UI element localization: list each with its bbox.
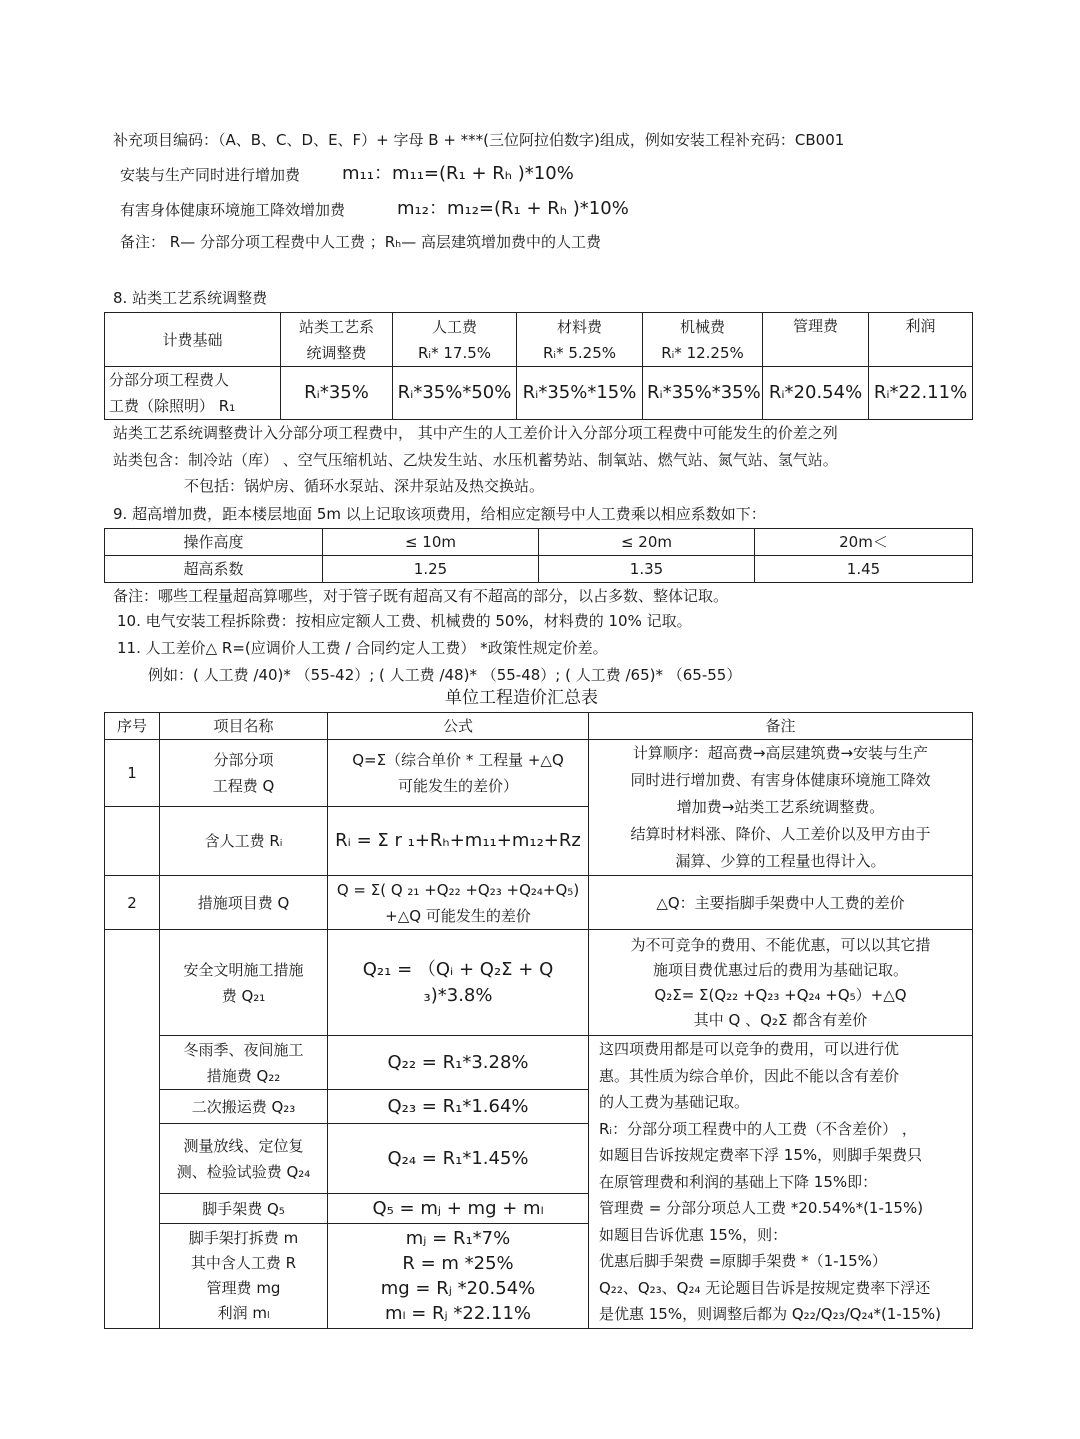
section8-heading: 8. 站类工艺系统调整费 bbox=[113, 289, 268, 307]
section8-note2: 站类包含：制冷站（库） 、空气压缩机站、乙炔发生站、水压机蓄势站、制氧站、燃气站、氮气站、氢气站。 bbox=[113, 451, 838, 469]
header-material: 材料费 Rᵢ* 5.25% bbox=[517, 313, 643, 367]
item-10: 10. 电气安装工程拆除费：按相应定额人工费、机械费的 50%，材料费的 10% 记取。 bbox=[117, 612, 692, 630]
remark-competitive: 这四项费用都是可以竞争的费用，可以进行优 惠。其性质为综合单价，因此不能以含有差价 的人工费为基础记取。 Rᵢ：分部分项工程费中的人工费（不含差价） ， 如题目告诉按规定费率下浮 15%，则脚手架费只 在原管理费和利润的基础上下降 15%即： 管理费 = 分部分项总人工费 *20.54%*(1-15%) 如题目告诉优惠 15%，则： 优惠后脚手架费 =原脚手架费 *（1-15%） Q₂₂、Q₂₃、Q₂₄ 无论题目告诉是按规定费率下浮还 是优惠 15%，则调整后都为 Q₂₂/Q₂₃/Q₂₄*(1-15%) bbox=[589, 1036, 973, 1329]
col-formula: 公式 bbox=[328, 713, 589, 740]
r3-no bbox=[105, 930, 160, 1329]
r3-formula: Q₂₁ = （Qᵢ + Q₂Σ + Q ₃)*3.8% bbox=[328, 930, 589, 1036]
intro-code-line: 补充项目编码：（A、B、C、D、E、F）+ 字母 B + ***(三位阿拉伯数字)组成，例如安装工程补充码：CB001 bbox=[113, 131, 845, 149]
r2-formula: Q = Σ( Q ₂₁ +Q₂₂ +Q₂₃ +Q₂₄+Q₅) +△Q 可能发生的差价 bbox=[328, 876, 589, 930]
section9-note: 备注：哪些工程量超高算哪些，对于管子既有超高又有不超高的部分，以占多数、整体记取。 bbox=[113, 587, 729, 605]
r1-remark: 计算顺序：超高费→高层建筑费→安装与生产 同时进行增加费、有害身体健康环境施工降效 增加费→站类工艺系统调整费。 结算时材料涨、降价、人工差价以及甲方由于 漏算、少算的工程量也得计入。 bbox=[589, 740, 973, 876]
coef-over-20m: 1.45 bbox=[755, 556, 973, 583]
m2-formula: m₁₂：m₁₂=(R₁ + Rₕ )*10% bbox=[397, 198, 629, 219]
row-material: Rᵢ*35%*15% bbox=[517, 367, 643, 420]
r2-remark: △Q：主要指脚手架费中人工费的差价 bbox=[589, 876, 973, 930]
summary-table bbox=[104, 712, 973, 1329]
header-labor: 人工费 Rᵢ* 17.5% bbox=[393, 313, 517, 367]
m1-formula: m₁₁：m₁₁=(R₁ + Rₕ )*10% bbox=[342, 163, 574, 184]
col-remark: 备注 bbox=[589, 713, 973, 740]
height-label: 操作高度 bbox=[105, 529, 323, 556]
row-labor: Rᵢ*35%*50% bbox=[393, 367, 517, 420]
item-11: 11. 人工差价△ R=(应调价人工费 / 合同约定人工费） *政策性规定价差。 bbox=[117, 639, 608, 657]
r7-formula: Q₅ = mⱼ + mg + mₗ bbox=[328, 1194, 589, 1224]
r8-name: 脚手架打拆费 m 其中含人工费 R 管理费 mg 利润 mₗ bbox=[160, 1224, 328, 1328]
r2-no: 2 bbox=[105, 876, 160, 930]
coef-10m: 1.25 bbox=[323, 556, 539, 583]
row-basis: 分部分项工程费人 工费（除照明） R₁ bbox=[105, 367, 281, 420]
r4-name: 冬雨季、夜间施工 措施费 Q₂₂ bbox=[160, 1036, 328, 1090]
item-11-example: 例如：( 人工费 /40)* （55-42）; ( 人工费 /48)* （55-48）; ( 人工费 /65)* （65-55） bbox=[148, 666, 742, 684]
r6-formula: Q₂₄ = R₁*1.45% bbox=[328, 1124, 589, 1194]
coef-20m: 1.35 bbox=[539, 556, 755, 583]
header-profit: 利润 bbox=[869, 313, 973, 367]
height-over-20m: 20m＜ bbox=[755, 529, 973, 556]
m2-label: 有害身体健康环境施工降效增加费 bbox=[120, 201, 346, 219]
r3-name: 安全文明施工措施 费 Q₂₁ bbox=[160, 930, 328, 1036]
r1-formula: Q=Σ（综合单价 * 工程量 +△Q 可能发生的差价） bbox=[328, 740, 589, 807]
header-station: 站类工艺系 统调整费 bbox=[281, 313, 393, 367]
section9-heading: 9. 超高增加费，距本楼层地面 5m 以上记取该项费用，给相应定额号中人工费乘以相应系数如下： bbox=[113, 505, 766, 523]
r6-name: 测量放线、定位复 测、检验试验费 Q₂₄ bbox=[160, 1124, 328, 1194]
summary-title: 单位工程造价汇总表 bbox=[445, 688, 598, 708]
m1-label: 安装与生产同时进行增加费 bbox=[120, 166, 301, 184]
col-name: 项目名称 bbox=[160, 713, 328, 740]
header-basis: 计费基础 bbox=[105, 313, 281, 367]
r3-remark: 为不可竞争的费用、不能优惠，可以以其它措 施项目费优惠过后的费用为基础记取。 Q₂Σ= Σ(Q₂₂ +Q₂₃ +Q₂₄ +Q₅）+△Q 其中 Q 、Q₂Σ 都含有差价 bbox=[589, 930, 973, 1036]
r1-no: 1 bbox=[105, 740, 160, 807]
r4-formula: Q₂₂ = R₁*3.28% bbox=[328, 1036, 589, 1090]
station-adjust-table bbox=[104, 312, 973, 420]
section8-note1: 站类工艺系统调整费计入分部分项工程费中， 其中产生的人工差价计入分部分项工程费中可能发生的价差之列 bbox=[113, 424, 838, 442]
coef-label: 超高系数 bbox=[105, 556, 323, 583]
height-coefficient-table bbox=[104, 528, 973, 583]
r1b-name: 含人工费 Rᵢ bbox=[160, 806, 328, 875]
r5-name: 二次搬运费 Q₂₃ bbox=[160, 1090, 328, 1124]
row-machine: Rᵢ*35%*35% bbox=[643, 367, 763, 420]
height-10m: ≤ 10m bbox=[323, 529, 539, 556]
r1b-formula: Rᵢ = Σ r ₁+Rₕ+m₁₁+m₁₂+Rz bbox=[328, 806, 589, 875]
row-station: Rᵢ*35% bbox=[281, 367, 393, 420]
r1-name: 分部分项 工程费 Q bbox=[160, 740, 328, 807]
intro-note: 备注： R— 分部分项工程费中人工费 ；Rₕ— 高层建筑增加费中的人工费 bbox=[120, 233, 601, 251]
height-20m: ≤ 20m bbox=[539, 529, 755, 556]
col-no: 序号 bbox=[105, 713, 160, 740]
section8-note3: 不包括：锅炉房、循环水泵站、深井泵站及热交换站。 bbox=[184, 477, 545, 495]
row-mgmt: Rᵢ*20.54% bbox=[763, 367, 869, 420]
r8-formula: mⱼ = R₁*7% R = m *25% mg = Rⱼ *20.54% mₗ = Rⱼ *22.11% bbox=[328, 1224, 589, 1328]
r2-name: 措施项目费 Q bbox=[160, 876, 328, 930]
r7-name: 脚手架费 Q₅ bbox=[160, 1194, 328, 1224]
row-profit: Rᵢ*22.11% bbox=[869, 367, 973, 420]
header-mgmt: 管理费 bbox=[763, 313, 869, 367]
header-machine: 机械费 Rᵢ* 12.25% bbox=[643, 313, 763, 367]
r1b-no bbox=[105, 806, 160, 875]
r5-formula: Q₂₃ = R₁*1.64% bbox=[328, 1090, 589, 1124]
